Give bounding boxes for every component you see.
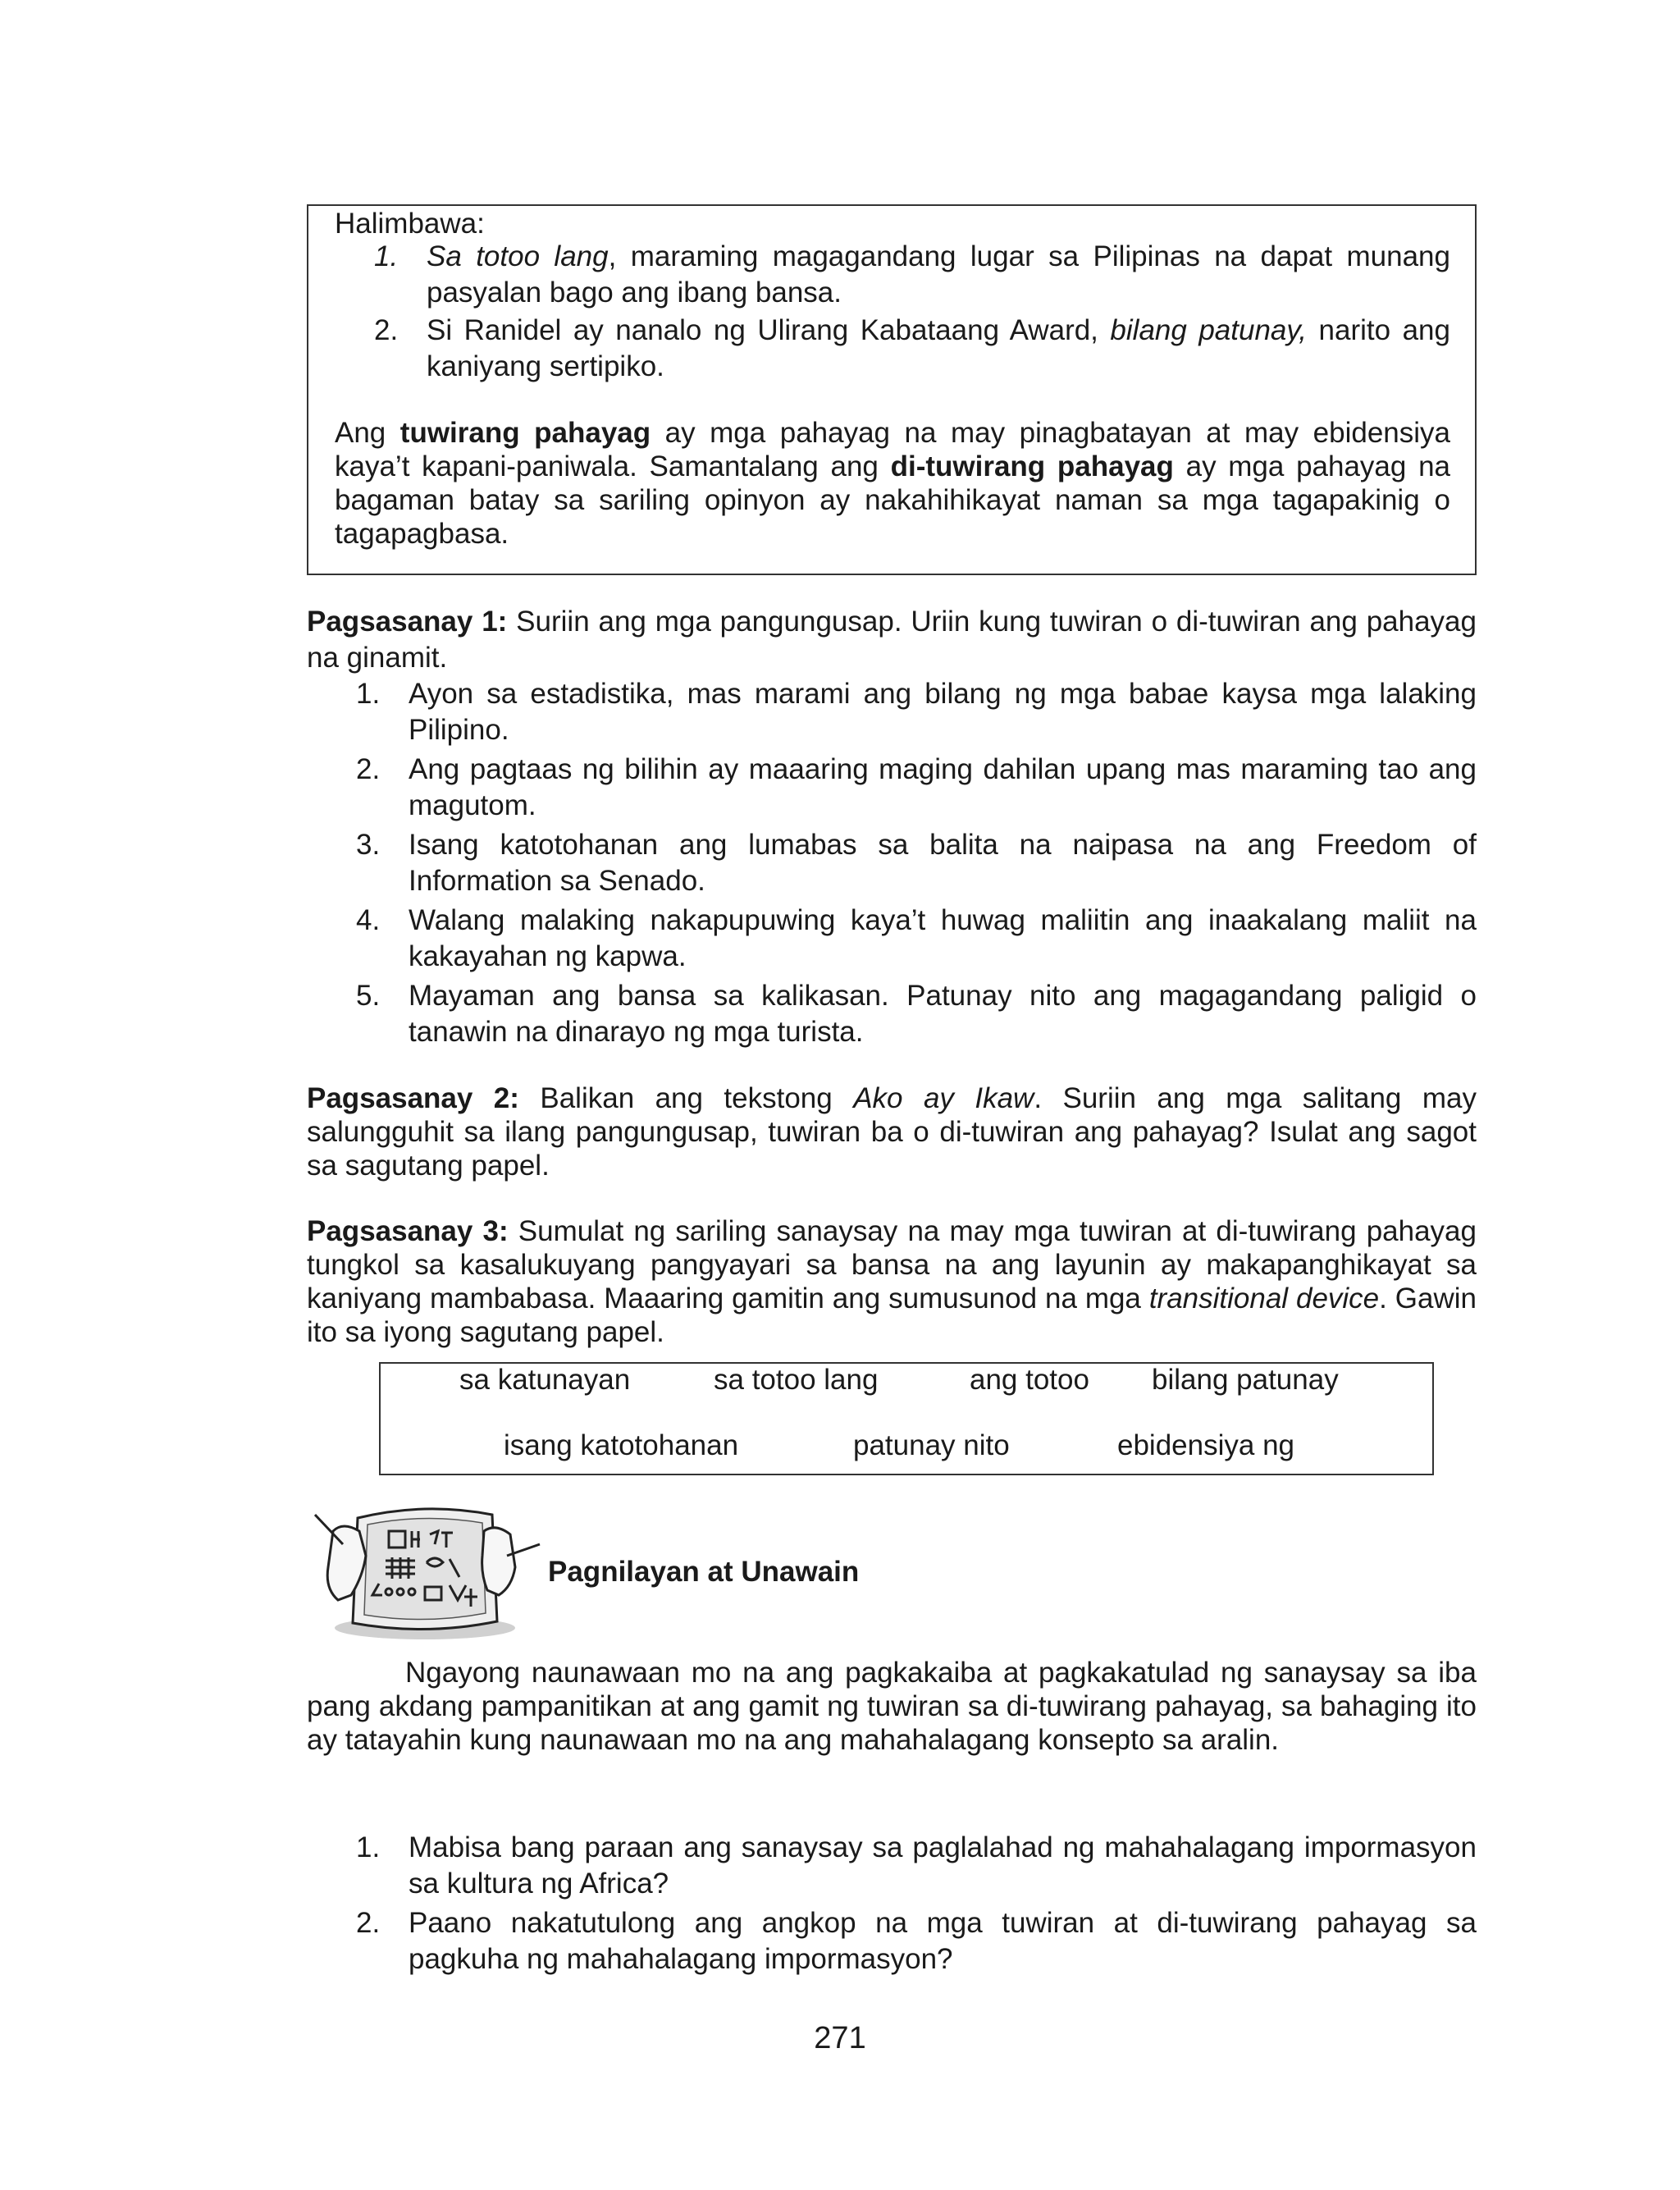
list-item: 4. Walang malaking nakapupuwing kaya’t huwag maliitin ang inaakalang maliit na kakayahan ng kapwa. xyxy=(356,904,1477,972)
exercise-2-instruction: Pagsasanay 2: Balikan ang tekstong Ako ay Ikaw. Suriin ang mga salitang may salungguhit sa ilang pangungusap, tuwiran ba o di-tuwiran ang pahayag? Isulat ang sagot sa sagutang papel. xyxy=(307,1082,1477,1182)
example-item-text: Sa totoo lang, maraming magagandang lugar sa Pilipinas na dapat munang pasyalan bago ang ibang bansa. xyxy=(427,240,1450,309)
example-box xyxy=(307,204,1477,575)
list-item: 2. Ang pagtaas ng bilihin ay maaaring maging dahilan upang mas maraming tao ang magutom. xyxy=(356,753,1477,821)
exercise-3-instruction: Pagsasanay 3: Sumulat ng sariling sanaysay na may mga tuwiran at di-tuwirang pahayag tungkol sa kasalukuyang pangyayari sa bansa na ang layunin ay makapanghikayat sa kaniyang mambabasa. Maaaring gamitin ang sumusunod na mga transitional device. Gawin ito sa iyong sagutang papel. xyxy=(307,1215,1477,1348)
reading-tablet-illustration-icon xyxy=(310,1498,541,1643)
list-item: 1. Ayon sa estadistika, mas marami ang bilang ng mga babae kaysa mga lalaking Pilipino. xyxy=(356,678,1477,746)
reflection-questions xyxy=(356,1830,1477,1977)
section-intro: Ngayong naunawaan mo na ang pagkakaiba at pagkakatulad ng sanaysay sa iba pang akdang pampanitikan at ang gamit ng tuwiran sa di-tuwirang pahayag, sa bahaging ito ay tatayahin kung naunawaan mo na ang mahahalagang konsepto sa aralin. xyxy=(307,1657,1477,1756)
page-number: 271 xyxy=(814,2021,866,2055)
phrase: patunay nito xyxy=(853,1429,1010,1461)
example-item-num: 2. xyxy=(374,314,399,346)
list-item: 3. Isang katotohanan ang lumabas sa balita na naipasa na ang Freedom of Information sa Senado. xyxy=(356,829,1477,897)
example-heading: Halimbawa: xyxy=(335,208,485,240)
exercise-1-list xyxy=(356,676,1477,1050)
phrase: ebidensiya ng xyxy=(1117,1429,1294,1461)
example-item-text: Si Ranidel ay nanalo ng Ulirang Kabataang Award, bilang patunay, narito ang kaniyang sertipiko. xyxy=(427,314,1450,382)
list-item: 1. Mabisa bang paraan ang sanaysay sa paglalahad ng mahahalagang impormasyon sa kultura ng Africa? xyxy=(356,1831,1477,1900)
example-item-num: 1. xyxy=(374,240,399,272)
phrase: ang totoo xyxy=(970,1364,1089,1396)
example-item-2 xyxy=(374,313,1450,385)
list-item: 5. Mayaman ang bansa sa kalikasan. Patunay nito ang magagandang paligid o tanawin na dinarayo ng mga turista. xyxy=(356,980,1477,1048)
example-item-1 xyxy=(374,239,1450,311)
list-item: 2. Paano nakatutulong ang angkop na mga tuwiran at di-tuwirang pahayag sa pagkuha ng mahahalagang impormasyon? xyxy=(356,1907,1477,1975)
exercise-1-instruction: Pagsasanay 1: Suriin ang mga pangungusap. Uriin kung tuwiran o di-tuwiran ang pahayag na ginamit. xyxy=(307,606,1477,674)
phrase: bilang patunay xyxy=(1152,1364,1339,1396)
transitional-device-box xyxy=(379,1362,1434,1475)
phrase: sa totoo lang xyxy=(714,1364,879,1396)
phrase: isang katotohanan xyxy=(504,1429,739,1461)
definition-paragraph: Ang tuwirang pahayag ay mga pahayag na may pinagbatayan at may ebidensiya kaya’t kapani-paniwala. Samantalang ang di-tuwirang pahayag ay mga pahayag na bagaman batay sa sariling opinyon ay nakahihikayat naman sa mga tagapakinig o tagapagbasa. xyxy=(335,417,1450,550)
phrase: sa katunayan xyxy=(459,1364,631,1396)
section-title: Pagnilayan at Unawain xyxy=(548,1556,860,1588)
